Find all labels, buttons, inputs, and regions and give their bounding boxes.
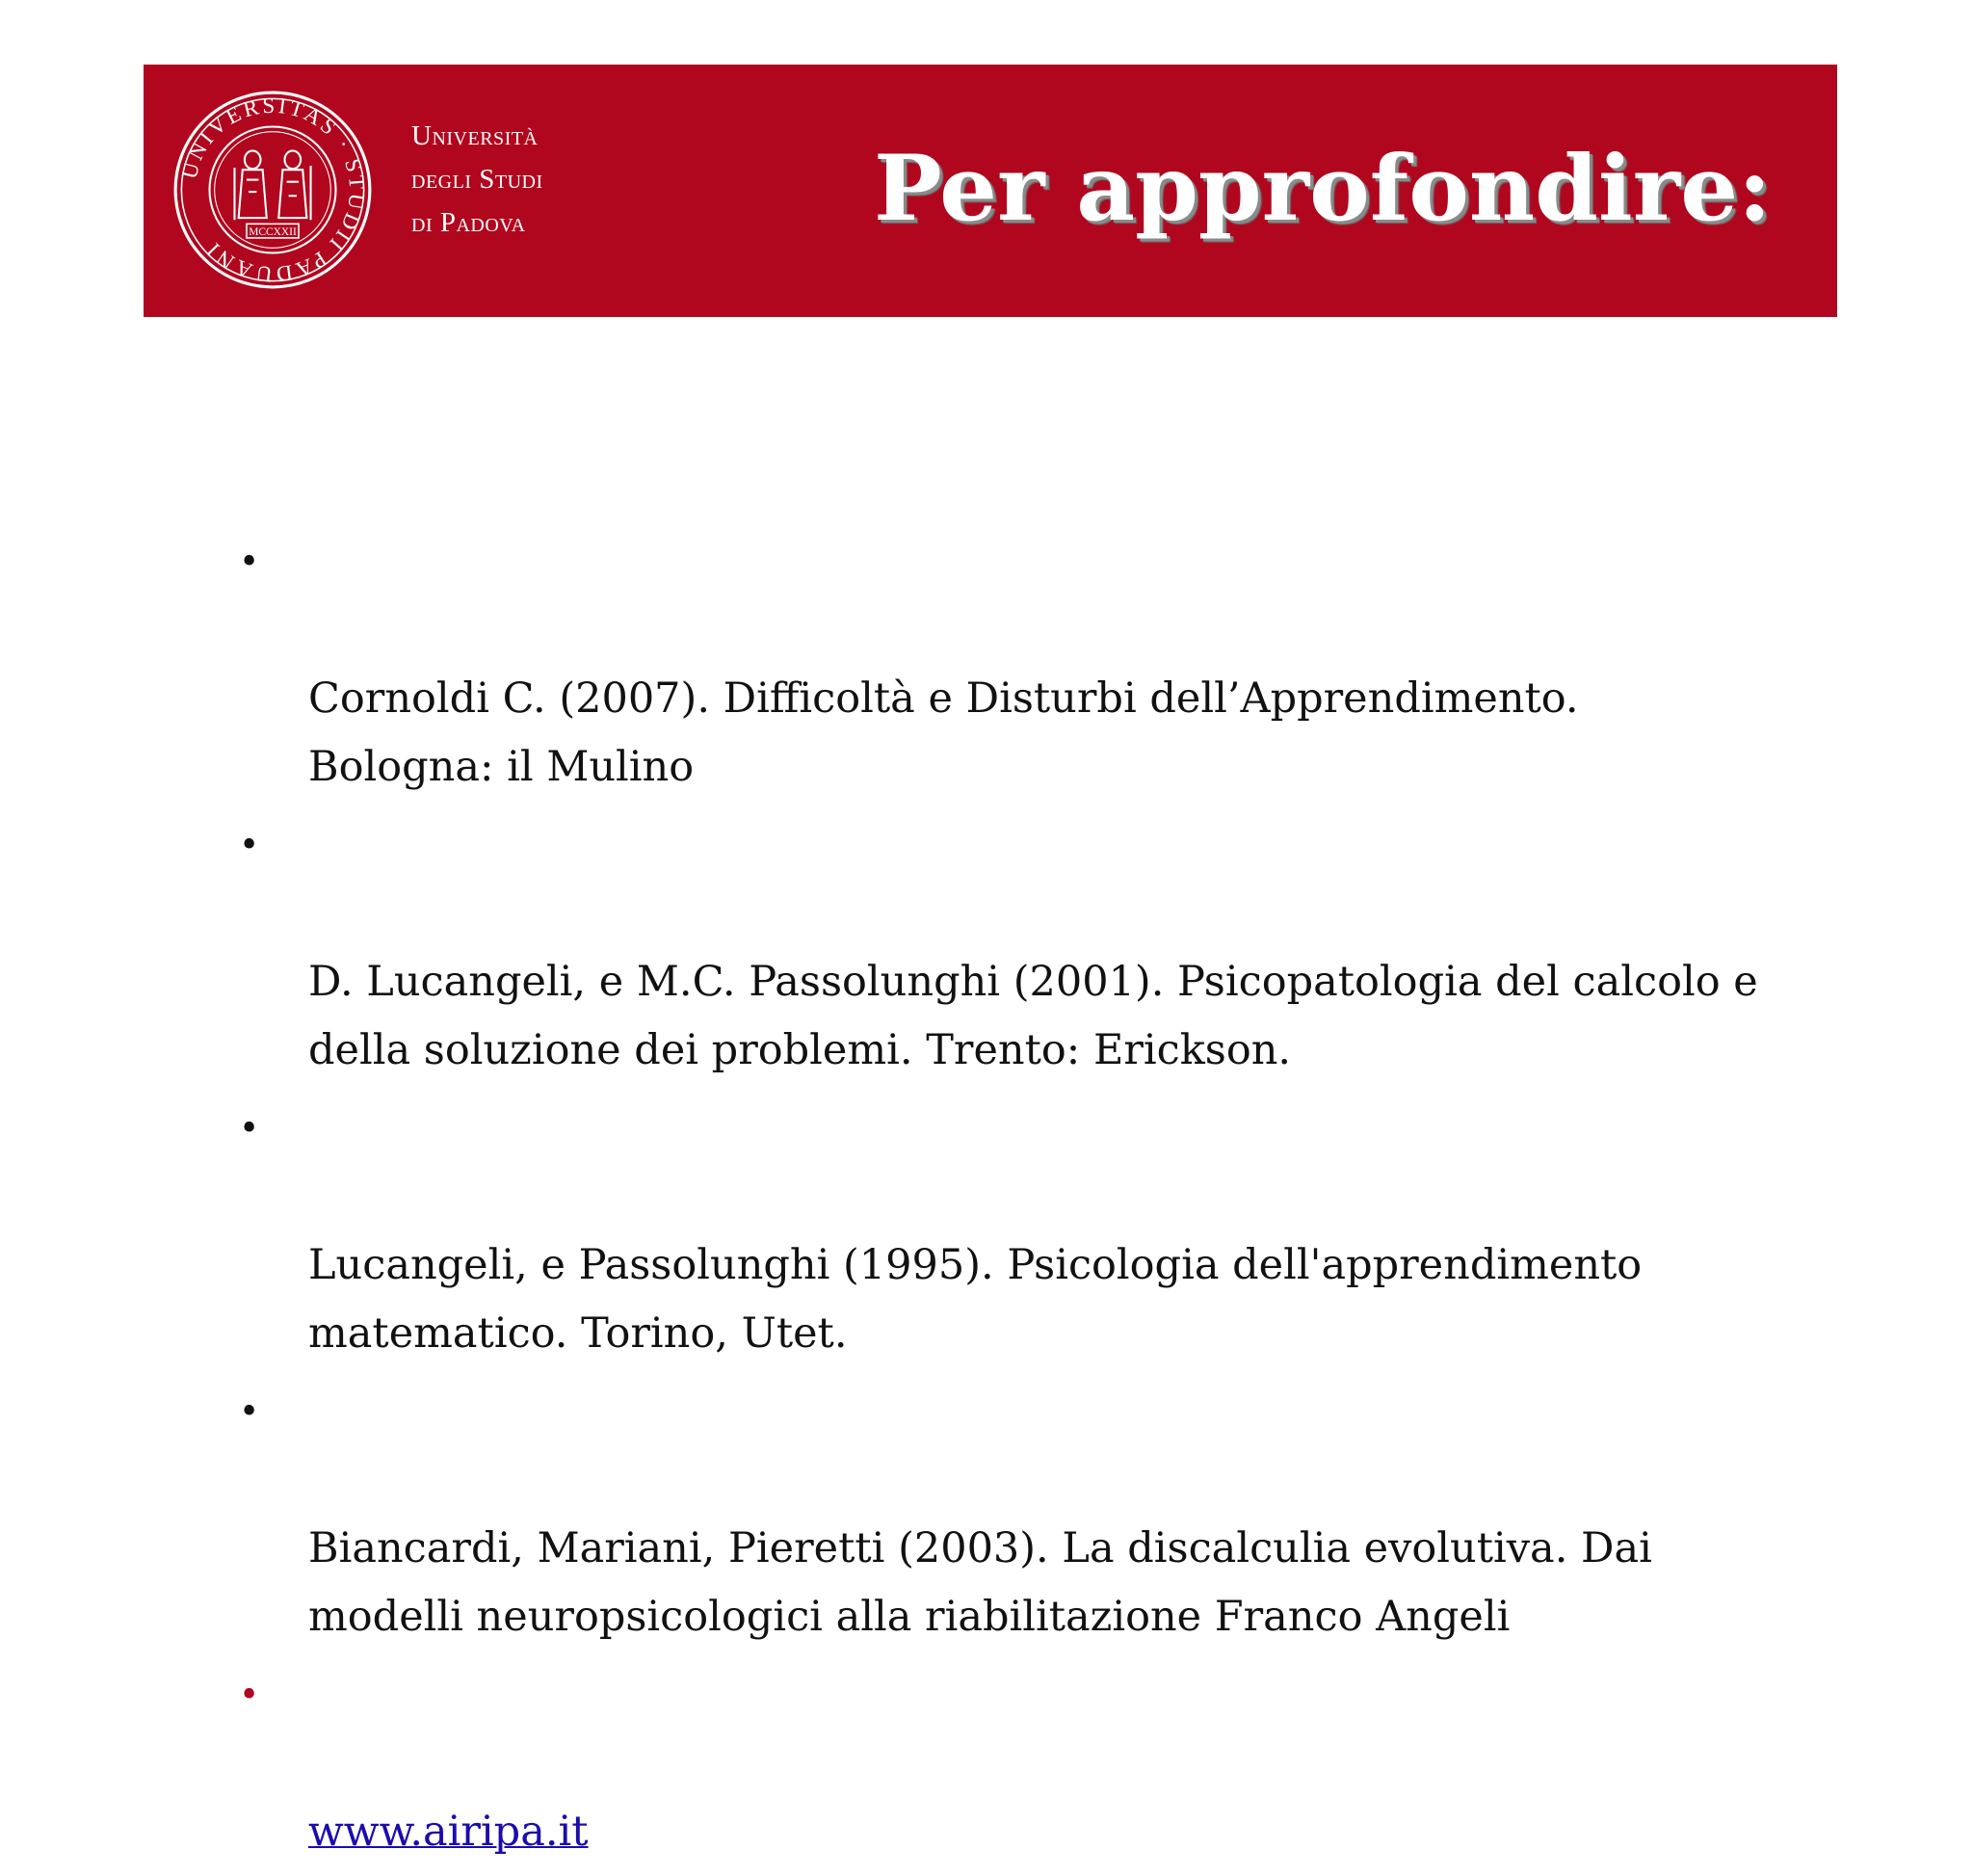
reference-item-link xyxy=(239,1661,1800,1866)
page-title: Per approfondire: xyxy=(874,136,1772,242)
bullet-icon: • xyxy=(239,1392,260,1432)
reference-text: Cornoldi C. (2007). Difficoltà e Disturbi dell’Apprendimento. Bologna: il Mulino xyxy=(308,674,1579,791)
reference-text: D. Lucangeli, e M.C. Passolunghi (2001). Psicopatologia del calcolo e della soluzione dei problemi. Trento: Erickson. xyxy=(308,958,1758,1074)
university-name-line3: di Padova xyxy=(411,207,526,238)
university-seal-icon xyxy=(172,90,373,290)
reference-item-4 xyxy=(239,1378,1800,1651)
reference-text: Biancardi, Mariani, Pieretti (2003). La discalculia evolutiva. Dai modelli neuropsicologici alla riabilitazione Franco Angeli xyxy=(308,1524,1652,1641)
reference-item-1 xyxy=(239,528,1800,802)
header-banner xyxy=(144,65,1837,317)
reference-item-3 xyxy=(239,1095,1800,1368)
reference-item-2 xyxy=(239,811,1800,1085)
bullet-icon: • xyxy=(239,1676,260,1715)
airipa-link[interactable]: www.airipa.it xyxy=(308,1808,589,1856)
bullet-icon: • xyxy=(239,542,260,582)
university-name-line2: degli Studi xyxy=(411,164,543,195)
reference-list xyxy=(239,528,1800,1876)
bullet-icon: • xyxy=(239,826,260,865)
seal-year: MCCXXII xyxy=(249,225,297,238)
bullet-icon: • xyxy=(239,1109,260,1149)
seal-motto: UNIVERSITAS · STUDII PADUANI xyxy=(176,92,370,287)
reference-text: Lucangeli, e Passolunghi (1995). Psicologia dell'apprendimento matematico. Torino, Utet. xyxy=(308,1241,1643,1358)
university-name xyxy=(411,115,543,245)
university-name-line1: Università xyxy=(411,120,539,151)
